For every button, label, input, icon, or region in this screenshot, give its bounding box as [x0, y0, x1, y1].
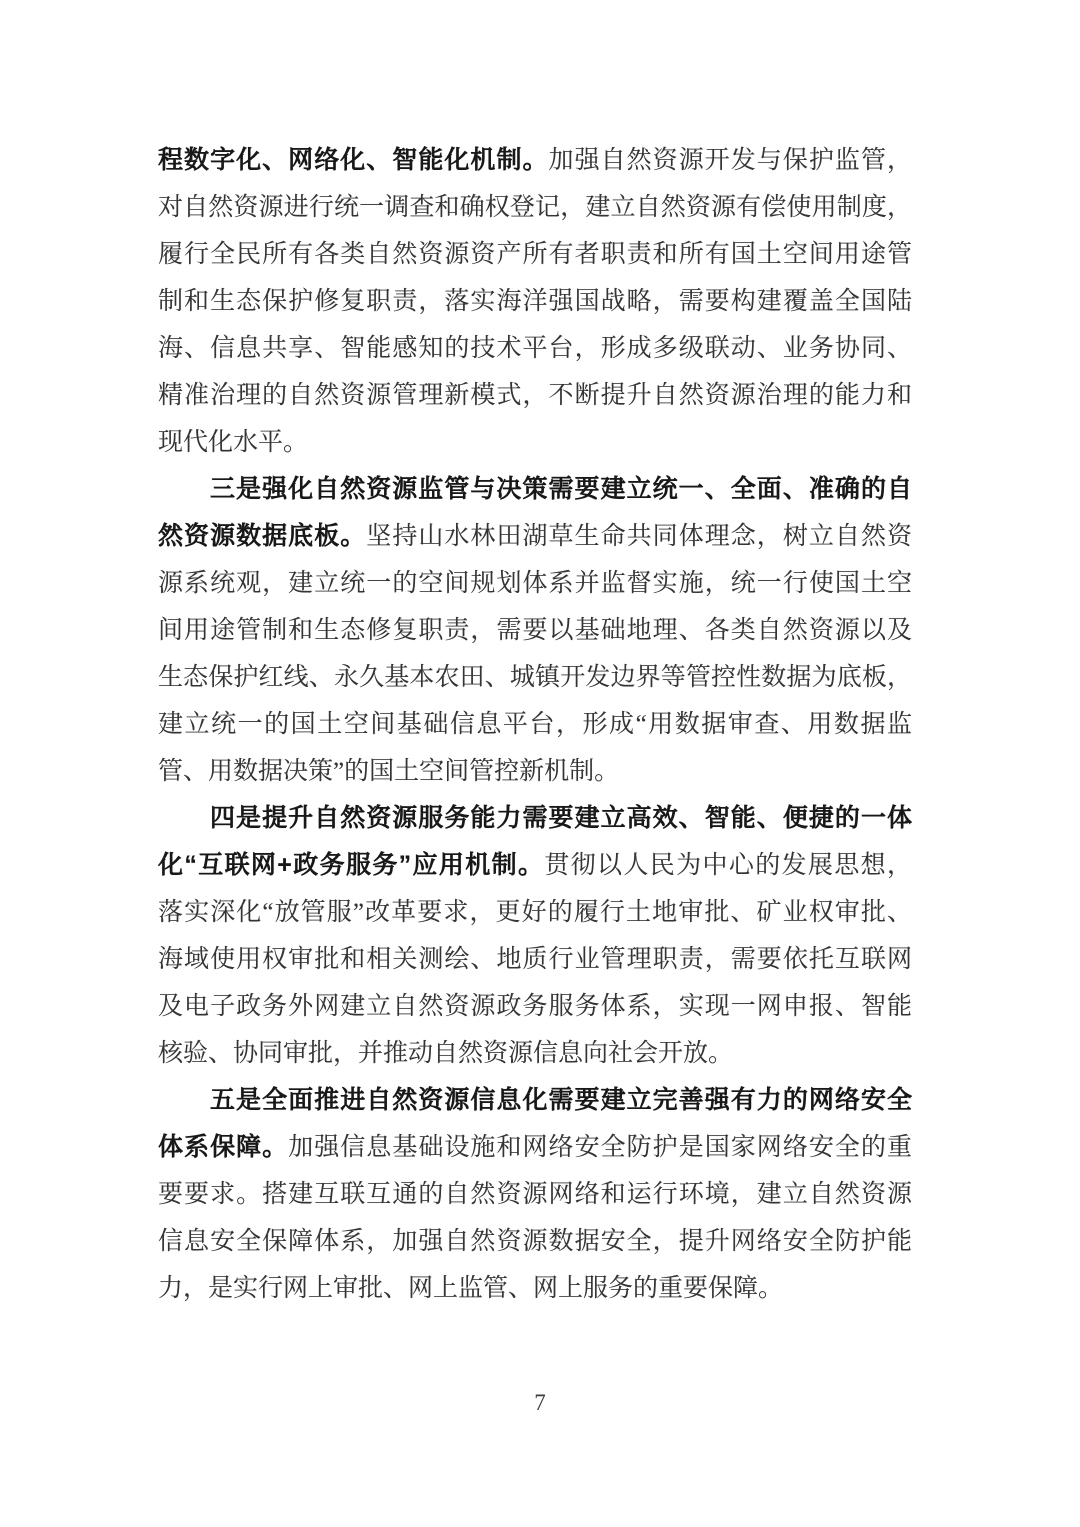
text-segment: 力，是实行网上审批、网上监管、网上服务的重要保障。	[158, 1275, 784, 1302]
text-segment: 生态保护红线、永久基本农田、城镇开发边界等管控性数据为底板，	[158, 664, 912, 691]
text-segment: 建立统一的国土空间基础信息平台，形成“用数据审查、用数据监	[158, 711, 912, 738]
bold-text-segment: 体系保障。	[158, 1133, 289, 1161]
paragraph	[158, 137, 912, 466]
text-line	[158, 1077, 912, 1124]
text-segment: 海域使用权审批和相关测绘、地质行业管理职责，需要依托互联网	[158, 946, 912, 973]
text-segment: 海、信息共享、智能感知的技术平台，形成多级联动、业务协同、	[158, 335, 912, 362]
text-segment: 履行全民所有各类自然资源资产所有者职责和所有国土空间用途管	[158, 241, 912, 268]
bold-text-segment: 然资源数据底板。	[158, 522, 367, 550]
text-line	[158, 184, 912, 231]
text-segment: 源系统观，建立统一的空间规划体系并监督实施，统一行使国土空	[158, 570, 912, 597]
bold-text-segment: 四是提升自然资源服务能力需要建立高效、智能、便捷的一体	[210, 804, 912, 832]
text-segment: 信息安全保障体系，加强自然资源数据安全，提升网络安全防护能	[158, 1228, 912, 1255]
text-segment: 制和生态保护修复职责，落实海洋强国战略，需要构建覆盖全国陆	[158, 288, 912, 315]
text-segment: 现代化水平。	[158, 429, 309, 456]
text-line	[158, 607, 912, 654]
text-line	[158, 842, 912, 889]
text-segment: 加强自然资源开发与保护监管，	[548, 147, 912, 174]
text-segment: 要要求。搭建互联互通的自然资源网络和运行环境，建立自然资源	[158, 1181, 912, 1208]
text-segment: 加强信息基础设施和网络安全防护是国家网络安全的重	[288, 1134, 912, 1161]
text-line	[158, 936, 912, 983]
text-line	[158, 466, 912, 513]
text-line	[158, 1171, 912, 1218]
text-line	[158, 278, 912, 325]
text-line	[158, 889, 912, 936]
text-line	[158, 1218, 912, 1265]
paragraph	[158, 795, 912, 1077]
bold-text-segment: 五是全面推进自然资源信息化需要建立完善强有力的网络安全	[210, 1086, 912, 1114]
text-line	[158, 748, 912, 795]
text-line	[158, 513, 912, 560]
text-line	[158, 1124, 912, 1171]
text-line	[158, 701, 912, 748]
paragraph	[158, 1077, 912, 1312]
text-line	[158, 419, 912, 466]
bold-text-segment: 程数字化、网络化、智能化机制。	[158, 146, 549, 174]
bold-text-segment: 化“互联网+政务服务”应用机制。	[158, 851, 545, 879]
text-line	[158, 1030, 912, 1077]
text-line	[158, 325, 912, 372]
text-segment: 间用途管制和生态修复职责，需要以基础地理、各类自然资源以及	[158, 617, 912, 644]
text-segment: 坚持山水林田湖草生命共同体理念，树立自然资	[366, 523, 912, 550]
text-segment: 核验、协同审批，并推动自然资源信息向社会开放。	[158, 1040, 734, 1067]
text-line	[158, 231, 912, 278]
paragraph	[158, 466, 912, 795]
text-segment: 对自然资源进行统一调查和确权登记，建立自然资源有偿使用制度，	[158, 194, 912, 221]
text-segment: 及电子政务外网建立自然资源政务服务体系，实现一网申报、智能	[158, 993, 912, 1020]
document-body	[158, 137, 912, 1312]
page-number: 7	[534, 1390, 546, 1415]
text-line	[158, 983, 912, 1030]
text-line	[158, 372, 912, 419]
text-line	[158, 1265, 912, 1312]
text-line	[158, 560, 912, 607]
bold-text-segment: 三是强化自然资源监管与决策需要建立统一、全面、准确的自	[210, 475, 912, 503]
text-line	[158, 137, 912, 184]
text-segment: 精准治理的自然资源管理新模式，不断提升自然资源治理的能力和	[158, 382, 912, 409]
text-line	[158, 795, 912, 842]
text-segment: 管、用数据决策”的国土空间管控新机制。	[158, 758, 620, 785]
text-segment: 贯彻以人民为中心的发展思想，	[544, 852, 912, 879]
text-segment: 落实深化“放管服”改革要求，更好的履行土地审批、矿业权审批、	[158, 899, 912, 926]
text-line	[158, 654, 912, 701]
